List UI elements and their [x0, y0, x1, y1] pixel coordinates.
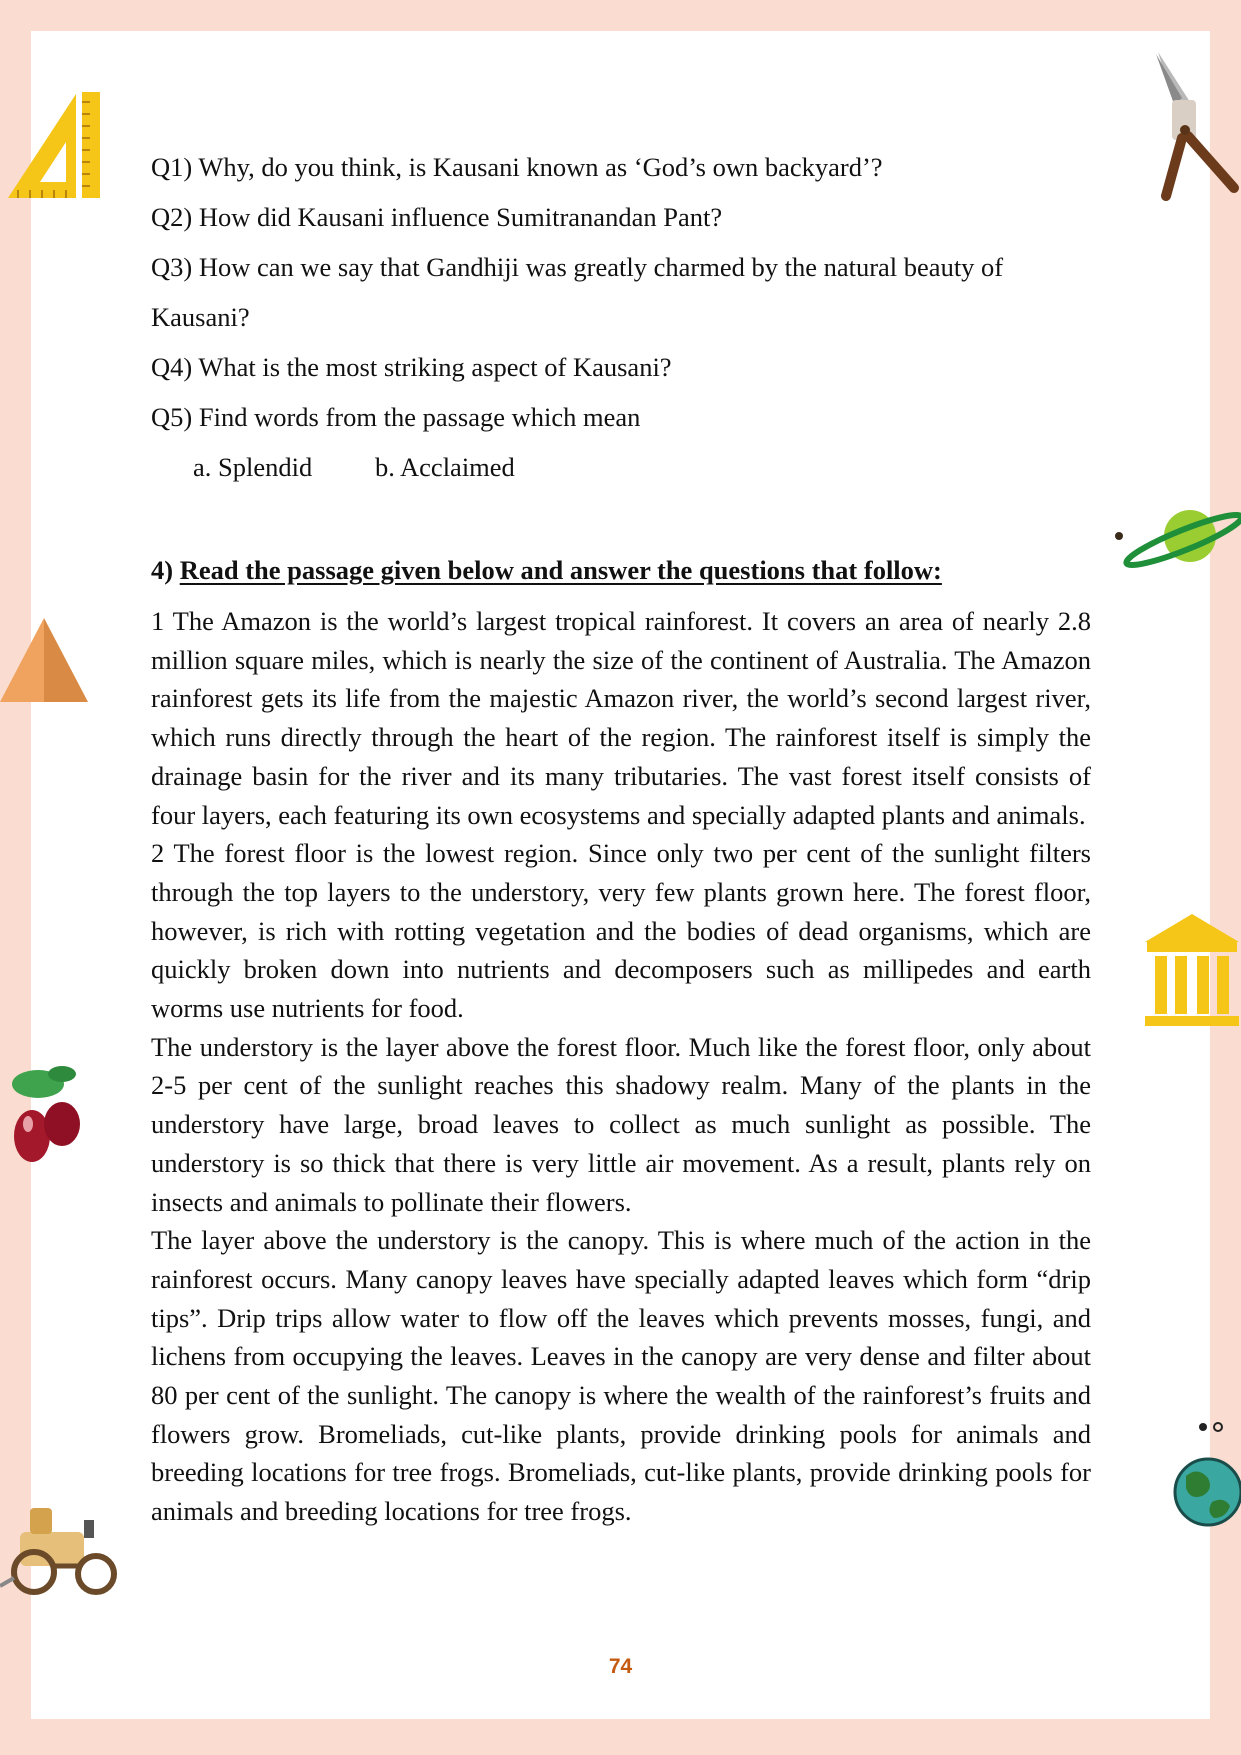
question-3: Q3) How can we say that Gandhiji was greatly charmed by the natural beauty of — [151, 252, 1004, 282]
earth-globe-icon — [1168, 1422, 1241, 1528]
question-1: Q1) Why, do you think, is Kausani known as ‘God’s own backyard’? — [151, 152, 883, 182]
question-2: Q2) How did Kausani influence Sumitranandan Pant? — [151, 202, 723, 232]
saturn-planet-icon — [1110, 500, 1241, 572]
greek-temple-icon — [1143, 912, 1241, 1028]
kidney-beans-icon — [4, 1062, 88, 1168]
page-number: 74 — [608, 1655, 633, 1678]
pyramid-icon — [0, 616, 88, 704]
passage — [151, 602, 1091, 1531]
question-5: Q5) Find words from the passage which mean — [151, 402, 641, 432]
option-b: b. Acclaimed — [375, 452, 515, 482]
section-heading — [151, 555, 942, 586]
section-instruction: Read the passage given below and answer the questions that follow: — [179, 555, 942, 585]
steam-engine-icon — [0, 1502, 124, 1596]
question-4: Q4) What is the most striking aspect of Kausani? — [151, 352, 672, 382]
passage-paragraph: The understory is the layer above the forest floor. Much like the forest floor, only about 2-5 per cent of the sunlight reaches this shadowy realm. Many of the plants in the understory have large, broad leaves to collect as much sunlight as possible. The understory is so thick that there is very little air movement. As a result, plants rely on insects and animals to pollinate their flowers. — [151, 1031, 1091, 1217]
section-number: 4) — [151, 555, 174, 585]
passage-paragraph: 2 The forest floor is the lowest region. Since only two per cent of the sunlight filters through the top layers to the understory, very few plants grown here. The forest floor, however, is rich with rotting vegetation and the bodies of dead organisms, which are quickly broken down into nutrients and decomposers such as millipedes and earth worms use nutrients for food. — [151, 838, 1091, 1024]
set-square-ruler-icon — [4, 90, 104, 202]
pruning-shears-icon — [1152, 50, 1241, 202]
passage-paragraph: The layer above the understory is the canopy. This is where much of the action in the rainforest occurs. Many canopy leaves have specially adapted leaves which form “drip tips”. Drip trips allow water to flow off the leaves which prevents mosses, fungi, and lichens from occupying the leaves. Leaves in the canopy are very dense and filter about 80 per cent of the sunlight. The canopy is where the wealth of the rainforest’s fruits and flowers grow. Bromeliads, cut-like plants, provide drinking pools for animals and breeding locations for tree frogs. Bromeliads, cut-like plants, provide drinking pools for animals and breeding locations for tree frogs. — [151, 1225, 1091, 1527]
question-3-continued: Kausani? — [151, 302, 250, 332]
option-a: a. Splendid — [193, 452, 313, 482]
passage-paragraph: 1 The Amazon is the world’s largest tropical rainforest. It covers an area of nearly 2.8 million square miles, which is nearly the size of the continent of Australia. The Amazon rainforest gets its life from the majestic Amazon river, the world’s second largest river, which runs directly through the heart of the region. The rainforest itself is simply the drainage basin for the river and its many tributaries. The vast forest itself consists of four layers, each featuring its own ecosystems and specially adapted plants and animals. — [151, 606, 1091, 830]
